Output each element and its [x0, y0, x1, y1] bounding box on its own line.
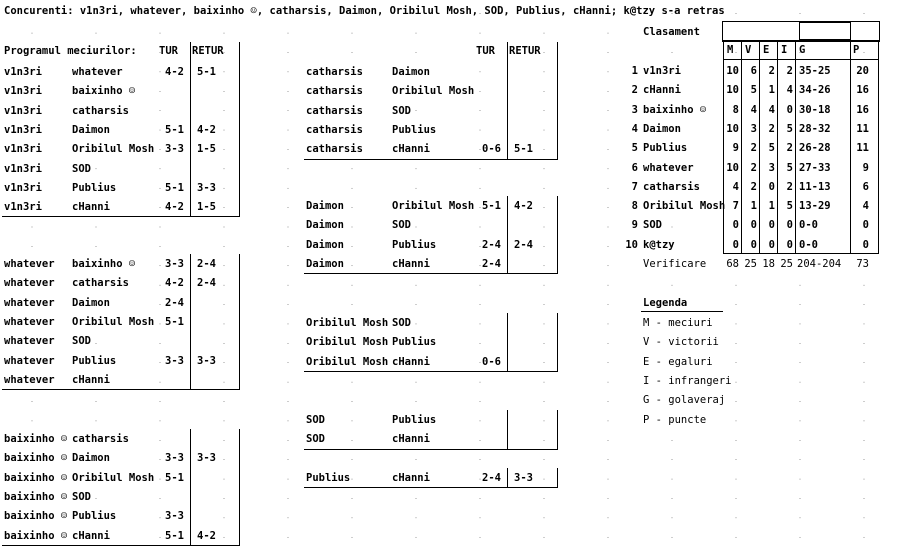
standings-cell-m: 10 — [726, 122, 739, 135]
standings-header-v: V — [745, 44, 752, 56]
group-separator-vertical — [507, 468, 508, 487]
standings-player-name: Daimon — [643, 122, 681, 135]
standings-cell-m: 10 — [726, 84, 739, 97]
standings-rank: 7 — [631, 180, 638, 193]
match-player2: SOD — [72, 335, 91, 348]
match-tur-score: 2-4 — [482, 472, 501, 484]
match-player1: whatever — [4, 373, 55, 386]
match-player1: catharsis — [306, 104, 363, 117]
match-tur-score: 2-4 — [165, 296, 184, 309]
match-player1: v1n3ri — [4, 85, 42, 98]
standings-cell-v: 4 — [750, 103, 757, 116]
match-player2: Daimon — [392, 66, 430, 78]
left-tur-header: TUR — [159, 45, 178, 57]
standings-cell-i: 2 — [786, 65, 793, 77]
standings-cell-g: 27-33 — [799, 161, 831, 174]
standings-cell-e: 0 — [768, 180, 775, 193]
match-tur-score: 5-1 — [165, 181, 184, 194]
match-retur-score: 2-4 — [197, 258, 216, 270]
standings-cell-v: 2 — [750, 161, 757, 174]
group-right-vertical — [239, 429, 240, 545]
match-player2: catharsis — [72, 104, 129, 117]
standings-cell-p: 16 — [856, 84, 869, 97]
match-tur-score: 5-1 — [165, 529, 184, 542]
match-retur-score: 4-2 — [197, 123, 216, 136]
match-player2: catharsis — [72, 433, 129, 445]
match-player1: SOD — [306, 414, 325, 426]
match-player2: cHanni — [72, 201, 110, 214]
match-player1: v1n3ri — [4, 123, 42, 136]
standings-cell-i: 5 — [786, 122, 793, 135]
standings-cell-e: 0 — [768, 219, 775, 232]
match-player1: baixinho ☺ — [4, 529, 68, 542]
group-bottom-line — [2, 389, 240, 390]
match-player2: cHanni — [72, 529, 110, 542]
match-retur-score: 3-3 — [514, 472, 533, 484]
match-retur-score: 4-2 — [197, 529, 216, 542]
match-player2: SOD — [392, 219, 411, 232]
standings-player-name: catharsis — [643, 180, 700, 193]
verification-e: 18 — [762, 258, 775, 270]
mid-tur-header: TUR — [476, 45, 495, 57]
match-player1: SOD — [306, 433, 325, 446]
match-player2: Daimon — [72, 296, 110, 309]
standings-cell-v: 6 — [750, 65, 757, 77]
standings-rank: 4 — [631, 122, 638, 135]
standings-player-name: v1n3ri — [643, 65, 681, 77]
standings-rank: 2 — [631, 84, 638, 97]
verification-g: 204-204 — [797, 258, 842, 270]
match-player1: Daimon — [306, 238, 344, 251]
match-player2: Daimon — [72, 452, 110, 465]
match-player2: Oribilul Mosh — [72, 315, 155, 328]
standings-grid-vertical — [878, 40, 879, 254]
standings-rank: 8 — [631, 200, 638, 213]
group-bottom-line — [304, 487, 558, 488]
legend-item: V - victorii — [643, 336, 719, 349]
mid-retur-header: RETUR — [509, 45, 541, 57]
match-player2: Publius — [72, 354, 117, 367]
standings-rank: 1 — [631, 65, 638, 77]
match-player1: whatever — [4, 258, 55, 270]
match-player2: Oribilul Mosh — [392, 200, 475, 212]
standings-grid-vertical — [795, 40, 796, 254]
standings-cell-e: 2 — [768, 65, 775, 77]
legend-item: G - golaveraj — [643, 394, 726, 407]
verification-label: Verificare — [643, 258, 707, 270]
standings-cell-i: 4 — [786, 84, 793, 97]
match-player1: v1n3ri — [4, 181, 42, 194]
match-player1: whatever — [4, 354, 55, 367]
standings-header-m: M — [727, 44, 734, 56]
match-tur-score: 5-1 — [165, 471, 184, 484]
legend-item: I - infrangeri — [643, 374, 732, 387]
match-player1: catharsis — [306, 66, 363, 78]
match-player2: cHanni — [392, 355, 430, 368]
group-bottom-line — [304, 449, 558, 450]
standings-rank: 10 — [625, 238, 638, 251]
group-right-vertical — [557, 42, 558, 159]
standings-cell-e: 2 — [768, 122, 775, 135]
group-right-vertical — [239, 42, 240, 216]
match-player2: Publius — [392, 123, 437, 136]
standings-cell-i: 0 — [786, 219, 793, 232]
standings-cell-e: 1 — [768, 200, 775, 213]
match-tur-score: 0-6 — [482, 355, 501, 368]
standings-cell-i: 2 — [786, 180, 793, 193]
standings-cell-m: 9 — [732, 142, 739, 155]
legend-title: Legenda — [643, 297, 688, 309]
standings-header-e: E — [763, 44, 770, 56]
standings-cell-e: 4 — [768, 103, 775, 116]
legend-item: M - meciuri — [643, 317, 713, 329]
match-player1: baixinho ☺ — [4, 490, 68, 503]
group-bottom-line — [304, 371, 558, 372]
standings-cell-m: 4 — [732, 180, 739, 193]
group-right-vertical — [239, 254, 240, 389]
match-player1: baixinho ☺ — [4, 433, 68, 445]
standings-bottom — [723, 253, 879, 254]
match-tur-score: 4-2 — [165, 201, 184, 214]
schedule-title: Programul meciurilor: — [4, 45, 137, 57]
match-tur-score: 4-2 — [165, 66, 184, 78]
standings-header-bottom — [723, 59, 879, 60]
match-player1: Publius — [306, 472, 351, 484]
standings-player-name: SOD — [643, 219, 662, 232]
match-player1: Daimon — [306, 219, 344, 232]
match-player1: Oribilul Mosh — [306, 336, 389, 349]
group-right-vertical — [557, 196, 558, 273]
match-player1: catharsis — [306, 123, 363, 136]
match-retur-score: 3-3 — [197, 452, 216, 465]
match-player2: Oribilul Mosh — [72, 143, 155, 156]
standings-header-g: G — [799, 44, 806, 56]
group-separator-vertical — [507, 313, 508, 371]
match-player1: catharsis — [306, 85, 363, 98]
standings-cell-i: 2 — [786, 142, 793, 155]
match-player1: v1n3ri — [4, 201, 42, 214]
group-separator-vertical — [507, 196, 508, 273]
competitors-header: Concurenti: v1n3ri, whatever, baixinho ☺, catharsis, Daimon, Oribilul Mosh, SOD, Publius, cHanni; k@tzy s-a retras — [4, 5, 725, 17]
match-tur-score: 5-1 — [482, 200, 501, 212]
standings-cell-g: 11-13 — [799, 180, 831, 193]
standings-cell-i: 5 — [786, 200, 793, 213]
standings-cell-g: 26-28 — [799, 142, 831, 155]
standings-cell-p: 6 — [862, 180, 869, 193]
match-player1: Daimon — [306, 257, 344, 270]
match-tur-score: 2-4 — [482, 257, 501, 270]
match-tur-score: 2-4 — [482, 238, 501, 251]
match-player1: baixinho ☺ — [4, 471, 68, 484]
group-separator-vertical — [190, 429, 191, 545]
verification-i: 25 — [780, 258, 793, 270]
standings-cell-e: 1 — [768, 84, 775, 97]
match-player1: v1n3ri — [4, 104, 42, 117]
match-player1: catharsis — [306, 143, 363, 156]
match-player1: baixinho ☺ — [4, 510, 68, 523]
match-player2: cHanni — [72, 373, 110, 386]
standings-title: Clasament — [643, 26, 700, 38]
match-player1: whatever — [4, 277, 55, 290]
match-player2: Publius — [72, 181, 117, 194]
standings-cell-v: 2 — [750, 180, 757, 193]
match-retur-score: 3-3 — [197, 354, 216, 367]
standings-cell-g: 13-29 — [799, 200, 831, 213]
group-bottom-line — [304, 273, 558, 274]
standings-cell-m: 0 — [732, 238, 739, 251]
group-bottom-line — [304, 159, 558, 160]
standings-cell-g: 28-32 — [799, 122, 831, 135]
match-retur-score: 1-5 — [197, 143, 216, 156]
match-retur-score: 5-1 — [514, 143, 533, 156]
standings-rank: 5 — [631, 142, 638, 155]
standings-cell-v: 3 — [750, 122, 757, 135]
match-player1: baixinho ☺ — [4, 452, 68, 465]
match-player2: Publius — [392, 238, 437, 251]
left-retur-header: RETUR — [192, 45, 224, 57]
match-tur-score: 5-1 — [165, 315, 184, 328]
legend-underline — [641, 311, 723, 312]
match-player2: Daimon — [72, 123, 110, 136]
match-player1: whatever — [4, 315, 55, 328]
match-player2: SOD — [72, 162, 91, 175]
standings-cell-g: 30-18 — [799, 103, 831, 116]
match-retur-score: 2-4 — [197, 277, 216, 290]
group-right-vertical — [557, 313, 558, 371]
match-player1: whatever — [4, 296, 55, 309]
standings-cell-p: 9 — [862, 161, 869, 174]
legend-item: E - egaluri — [643, 355, 713, 368]
verification-m: 68 — [726, 258, 739, 270]
match-player2: baixinho ☺ — [72, 85, 136, 98]
standings-cell-e: 3 — [768, 161, 775, 174]
match-tur-score: 3-3 — [165, 452, 184, 465]
verification-v: 25 — [744, 258, 757, 270]
match-player2: catharsis — [72, 277, 129, 290]
match-retur-score: 3-3 — [197, 181, 216, 194]
standings-cell-g: 34-26 — [799, 84, 831, 97]
match-player2: cHanni — [392, 257, 430, 270]
match-player2: Oribilul Mosh — [392, 85, 475, 98]
standings-cell-p: 4 — [862, 200, 869, 213]
match-player2: cHanni — [392, 433, 430, 446]
standings-player-name: Publius — [643, 142, 688, 155]
group-separator-vertical — [507, 42, 508, 159]
standings-player-name: cHanni — [643, 84, 681, 97]
match-player2: Publius — [392, 414, 437, 426]
standings-player-name: k@tzy — [643, 238, 675, 251]
group-right-vertical — [557, 468, 558, 487]
match-retur-score: 4-2 — [514, 200, 533, 212]
standings-cell-p: 0 — [862, 238, 869, 251]
match-player1: Oribilul Mosh — [306, 355, 389, 368]
standings-selected-cell[interactable] — [799, 22, 851, 40]
standings-top-right-box — [850, 21, 880, 42]
match-player2: whatever — [72, 66, 123, 78]
match-retur-score: 1-5 — [197, 201, 216, 214]
match-tur-score: 5-1 — [165, 123, 184, 136]
match-player2: Publius — [72, 510, 117, 523]
standings-cell-v: 1 — [750, 200, 757, 213]
match-tur-score: 3-3 — [165, 354, 184, 367]
group-right-vertical — [557, 410, 558, 449]
match-player1: v1n3ri — [4, 162, 42, 175]
match-player2: SOD — [392, 104, 411, 117]
match-player2: Oribilul Mosh — [72, 471, 155, 484]
match-tur-score: 3-3 — [165, 258, 184, 270]
group-bottom-line — [2, 545, 240, 546]
match-player2: cHanni — [392, 143, 430, 156]
match-tur-score: 3-3 — [165, 510, 184, 523]
standings-cell-i: 5 — [786, 161, 793, 174]
match-tur-score: 4-2 — [165, 277, 184, 290]
standings-header-i: I — [781, 44, 788, 56]
match-tur-score: 3-3 — [165, 143, 184, 156]
match-player2: cHanni — [392, 472, 430, 484]
match-retur-score: 2-4 — [514, 238, 533, 251]
standings-cell-p: 0 — [862, 219, 869, 232]
standings-cell-m: 8 — [732, 103, 739, 116]
match-player1: whatever — [4, 335, 55, 348]
standings-cell-v: 5 — [750, 84, 757, 97]
standings-cell-e: 0 — [768, 238, 775, 251]
standings-player-name: baixinho ☺ — [643, 103, 707, 116]
match-player1: Oribilul Mosh — [306, 317, 389, 329]
standings-cell-i: 0 — [786, 103, 793, 116]
standings-cell-v: 0 — [750, 238, 757, 251]
standings-cell-m: 10 — [726, 161, 739, 174]
standings-cell-m: 10 — [726, 65, 739, 77]
match-tur-score: 0-6 — [482, 143, 501, 156]
match-player2: Publius — [392, 336, 437, 349]
standings-cell-e: 5 — [768, 142, 775, 155]
legend-item: P - puncte — [643, 413, 707, 426]
standings-header-top — [723, 40, 879, 41]
match-player1: Daimon — [306, 200, 344, 212]
standings-cell-p: 16 — [856, 103, 869, 116]
standings-cell-g: 35-25 — [799, 65, 831, 77]
standings-cell-g: 0-0 — [799, 238, 818, 251]
standings-rank: 3 — [631, 103, 638, 116]
match-retur-score: 5-1 — [197, 66, 216, 78]
standings-cell-i: 0 — [786, 238, 793, 251]
standings-cell-p: 20 — [856, 65, 869, 77]
standings-rank: 9 — [631, 219, 638, 232]
standings-player-name: Oribilul Mosh — [643, 200, 726, 213]
group-separator-vertical — [507, 410, 508, 449]
match-player1: v1n3ri — [4, 143, 42, 156]
match-player1: v1n3ri — [4, 66, 42, 78]
standings-header-p: P — [853, 44, 860, 56]
standings-cell-m: 0 — [732, 219, 739, 232]
standings-cell-v: 2 — [750, 142, 757, 155]
group-separator-vertical — [190, 42, 191, 216]
standings-cell-m: 7 — [732, 200, 739, 213]
match-player2: SOD — [72, 490, 91, 503]
group-separator-vertical — [190, 254, 191, 389]
standings-cell-g: 0-0 — [799, 219, 818, 232]
standings-rank: 6 — [631, 161, 638, 174]
standings-cell-p: 11 — [856, 142, 869, 155]
match-player2: SOD — [392, 317, 411, 329]
standings-cell-v: 0 — [750, 219, 757, 232]
group-bottom-line — [2, 216, 240, 217]
standings-cell-p: 11 — [856, 122, 869, 135]
verification-p: 73 — [856, 258, 869, 270]
standings-player-name: whatever — [643, 161, 694, 174]
match-player2: baixinho ☺ — [72, 258, 136, 270]
